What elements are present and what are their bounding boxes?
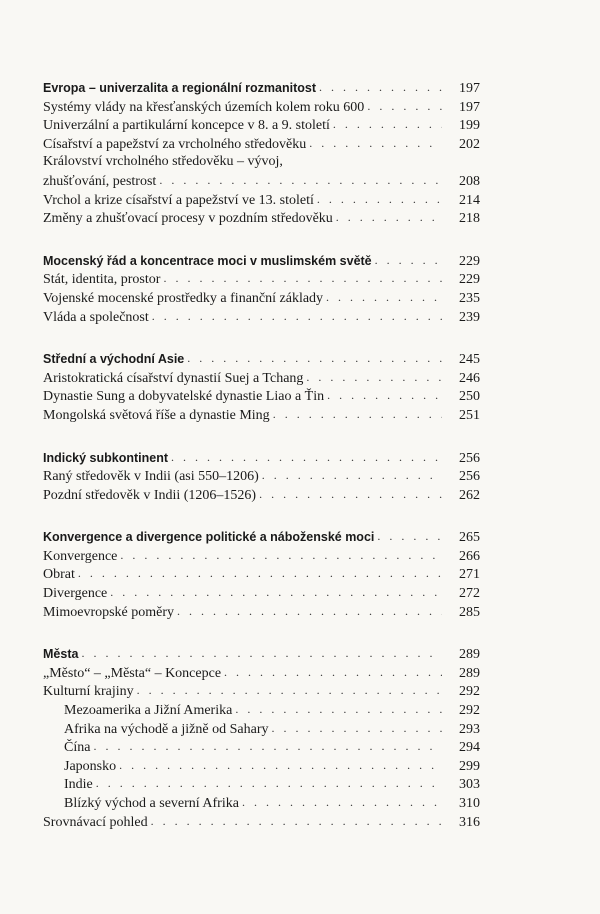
toc-entry-title: Vojenské mocenské prostředky a finanční základy — [43, 290, 324, 306]
toc-entry-title: Čína — [64, 740, 91, 756]
toc-entry-title: Aristokratická císařství dynastií Suej a Tchang — [43, 370, 304, 386]
dot-leader — [224, 663, 442, 682]
toc-entry-title: zhušťování, pestrost — [43, 173, 157, 189]
toc-entry-title: Stát, identita, prostor — [43, 272, 161, 288]
page-number: 197 — [459, 99, 480, 115]
toc-subentry[interactable] — [43, 701, 480, 720]
dot-leader — [93, 737, 442, 756]
dot-leader — [110, 583, 442, 602]
toc-entry-title: Konvergence — [43, 548, 118, 564]
page-number: 197 — [459, 81, 480, 96]
dot-leader — [171, 448, 442, 467]
dot-leader — [137, 681, 442, 700]
dot-leader — [159, 171, 442, 190]
toc-heading-title: Města — [43, 647, 79, 662]
toc-subentry[interactable] — [43, 794, 480, 813]
toc-entry-title: Mimoevropské poměry — [43, 604, 175, 620]
toc-entry-title: Blízký východ a severní Afrika — [64, 796, 239, 811]
toc-heading[interactable] — [43, 645, 480, 664]
toc-entry-title: Mongolská světová říše a dynastie Ming — [43, 407, 270, 423]
dot-leader — [78, 564, 442, 583]
dot-leader — [187, 349, 442, 368]
dot-leader — [120, 546, 442, 565]
dot-leader — [81, 644, 442, 663]
page-number: 218 — [459, 211, 480, 227]
dot-leader — [367, 97, 442, 116]
toc-entry[interactable] — [43, 486, 480, 505]
toc-entry[interactable] — [43, 682, 480, 701]
toc-entry[interactable] — [43, 98, 480, 117]
toc-entry-title: Vrchol a krize císařství a papežství ve 13. století — [43, 192, 314, 208]
page-number: 289 — [459, 665, 480, 681]
dot-leader — [271, 719, 442, 738]
dot-leader — [273, 405, 442, 424]
toc-subentry[interactable] — [43, 775, 480, 794]
toc-subentry[interactable] — [43, 738, 480, 757]
toc-entry[interactable] — [43, 191, 480, 210]
toc-entry-title: Pozdní středověk v Indii (1206–1526) — [43, 487, 257, 503]
dot-leader — [326, 288, 442, 307]
toc-entry[interactable] — [43, 135, 480, 154]
toc-entry-title: Císařství a papežství za vrcholného středověku — [43, 136, 307, 152]
toc-heading[interactable] — [43, 79, 480, 98]
page-number: 310 — [459, 796, 480, 811]
page-number: 239 — [459, 309, 480, 325]
toc-section — [43, 252, 480, 326]
dot-leader — [177, 602, 442, 621]
page-number: 316 — [459, 814, 480, 830]
toc-entry-title: Afrika na východě a jižně od Sahary — [64, 721, 269, 737]
dot-leader — [377, 527, 442, 546]
toc-entry-title: Vláda a společnost — [43, 309, 149, 325]
toc-entry[interactable] — [43, 172, 480, 191]
toc-entry-title: „Město“ – „Města“ – Koncepce — [43, 665, 222, 681]
page-number: 293 — [459, 721, 480, 737]
dot-leader — [259, 485, 442, 504]
toc-entry[interactable] — [43, 270, 480, 289]
page-number: 199 — [459, 118, 480, 134]
dot-leader — [96, 774, 442, 793]
toc-entry[interactable] — [43, 565, 480, 584]
toc-heading[interactable] — [43, 252, 480, 271]
page-number: 292 — [459, 703, 480, 719]
toc-section — [43, 449, 480, 505]
page-number: 285 — [459, 604, 480, 620]
toc-entry[interactable] — [43, 547, 480, 566]
toc-heading-title: Evropa – univerzalita a regionální rozmanitost — [43, 81, 316, 95]
toc-entry[interactable] — [43, 467, 480, 486]
toc-entry-title: Změny a zhušťovací procesy v pozdním středověku — [43, 211, 333, 227]
dot-leader — [317, 190, 442, 209]
page-number: 256 — [459, 450, 480, 466]
toc-entry-title: Divergence — [43, 586, 108, 602]
dot-leader — [306, 368, 442, 387]
page-number: 299 — [459, 758, 480, 774]
page-number: 214 — [459, 192, 480, 208]
toc-entry-title: Mezoamerika a Jižní Amerika — [64, 703, 233, 719]
page-number: 266 — [459, 548, 480, 564]
toc-entry-title: Indie — [64, 777, 93, 793]
dot-leader — [242, 793, 442, 812]
dot-leader — [163, 269, 442, 288]
dot-leader — [319, 78, 442, 97]
toc-section — [43, 528, 480, 621]
page-number: 265 — [459, 530, 480, 546]
toc-heading[interactable] — [43, 449, 480, 468]
page-number: 229 — [459, 272, 480, 288]
toc-entry[interactable] — [43, 209, 480, 228]
page-number: 292 — [459, 684, 480, 700]
toc-entry[interactable] — [43, 406, 480, 425]
toc-entry-title: Srovnávací pohled — [43, 814, 148, 830]
dot-leader — [309, 134, 442, 153]
toc-heading-title: Mocenský řád a koncentrace moci v muslimském světě — [43, 253, 372, 268]
dot-leader — [333, 115, 442, 134]
toc-heading[interactable] — [43, 350, 480, 369]
toc-heading-title: Střední a východní Asie — [43, 352, 185, 367]
table-of-contents — [43, 79, 480, 855]
toc-entry-first-line[interactable] — [43, 153, 480, 172]
toc-heading-title: Konvergence a divergence politické a náboženské moci — [43, 530, 375, 545]
toc-section — [43, 79, 480, 228]
page-number: 208 — [459, 173, 480, 189]
page-number: 202 — [459, 136, 480, 152]
toc-entry-title: Obrat — [43, 567, 75, 583]
page-number: 294 — [459, 740, 480, 756]
page-number: 229 — [459, 253, 480, 269]
toc-entry-title: Dynastie Sung a dobyvatelské dynastie Liao a Ťin — [43, 389, 325, 405]
toc-subentry[interactable] — [43, 720, 480, 739]
page-number: 262 — [459, 487, 480, 503]
dot-leader — [151, 812, 442, 831]
dot-leader — [327, 386, 442, 405]
dot-leader — [119, 756, 442, 775]
page-number: 271 — [459, 567, 480, 583]
toc-entry[interactable] — [43, 584, 480, 603]
toc-entry-title: Univerzální a partikulární koncepce v 8. a 9. století — [43, 118, 330, 134]
toc-entry-title: Japonsko — [64, 758, 117, 774]
toc-entry[interactable] — [43, 603, 480, 622]
toc-entry[interactable] — [43, 308, 480, 327]
toc-entry[interactable] — [43, 116, 480, 135]
dot-leader — [152, 307, 442, 326]
dot-leader — [262, 466, 442, 485]
page-number: 303 — [459, 777, 480, 793]
page-number: 289 — [459, 647, 480, 663]
page-number: 246 — [459, 370, 480, 386]
toc-entry[interactable] — [43, 387, 480, 406]
page-number: 250 — [459, 389, 480, 405]
toc-entry-title: Kulturní krajiny — [43, 684, 134, 700]
toc-subentry[interactable] — [43, 757, 480, 776]
toc-entry[interactable] — [43, 664, 480, 683]
page-number: 251 — [459, 407, 480, 423]
toc-entry-title: Systémy vlády na křesťanských územích kolem roku 600 — [43, 99, 365, 115]
dot-leader — [336, 208, 442, 227]
toc-entry[interactable] — [43, 289, 480, 308]
dot-leader — [235, 700, 442, 719]
toc-heading-title: Indický subkontinent — [43, 450, 169, 465]
page-number: 256 — [459, 469, 480, 485]
toc-section — [43, 645, 480, 831]
toc-heading[interactable] — [43, 528, 480, 547]
toc-section — [43, 350, 480, 424]
page-number: 272 — [459, 586, 480, 602]
page-number: 235 — [459, 290, 480, 306]
toc-entry[interactable] — [43, 369, 480, 388]
dot-leader — [375, 251, 442, 270]
toc-entry-title: Raný středověk v Indii (asi 550–1206) — [43, 469, 259, 485]
toc-entry[interactable] — [43, 813, 480, 832]
page-number: 245 — [459, 352, 480, 368]
toc-entry-title: Království vrcholného středověku – vývoj, — [43, 154, 283, 170]
